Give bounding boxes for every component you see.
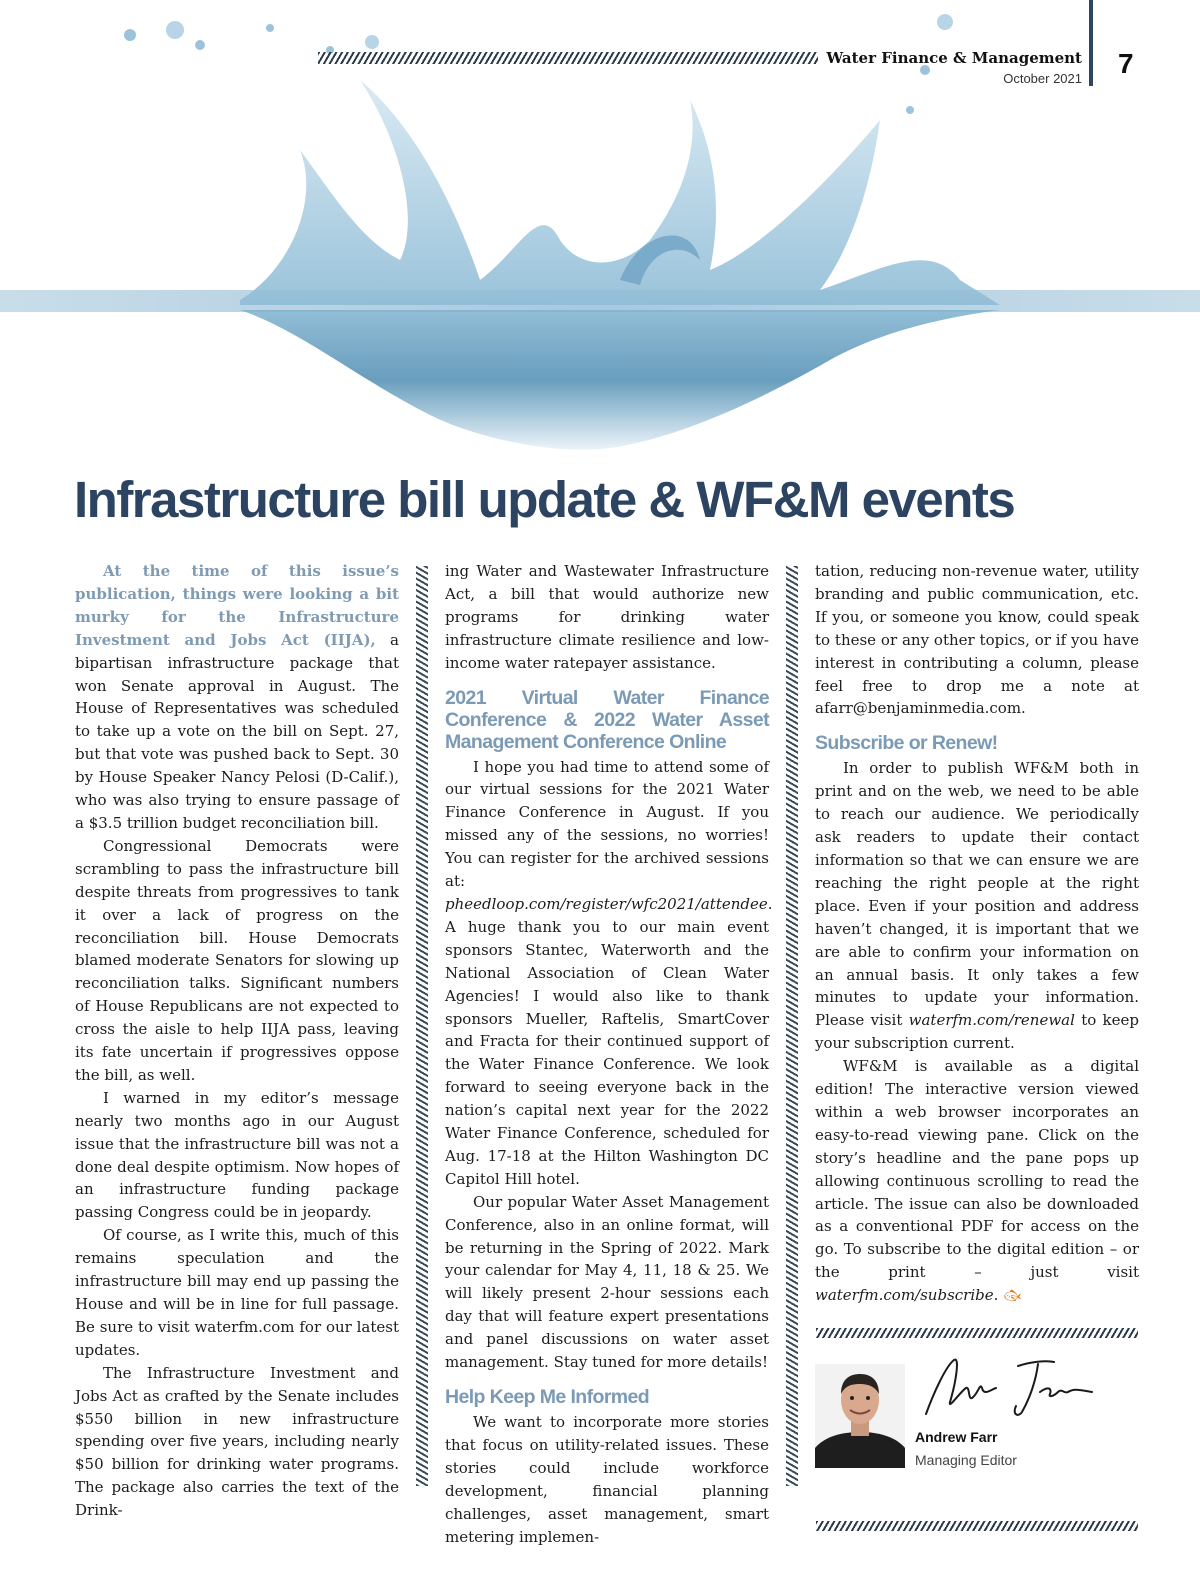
- paragraph: Of course, as I write this, much of this remains speculation and the infrastructure bill may end up passing the House and will be in line for full passage. Be sure to visit waterfm.com for our latest updates.: [75, 1226, 399, 1359]
- paragraph-text: to keep your subscription current.: [815, 1011, 1139, 1053]
- paragraph: We want to incorporate more stories that focus on utility-related issues. These stories could include workforce development, financial planning challenges, asset management, smart metering implemen-: [445, 1413, 769, 1546]
- page-number: 7: [1118, 48, 1134, 79]
- paragraph: [445, 756, 773, 1191]
- editor-title: Managing Editor: [915, 1452, 1017, 1468]
- paragraph: [815, 1055, 1139, 1308]
- signature-bottom-rule: [816, 1521, 1138, 1531]
- archive-link[interactable]: pheedloop.com/register/wfc2021/attendee: [445, 894, 768, 913]
- subscribe-link[interactable]: waterfm.com/subscribe: [815, 1286, 994, 1305]
- paragraph-text: a bipartisan infrastructure package that won Senate approval in August. The House of Representatives was scheduled to take up a vote on the bill on Sept. 27, but that vote was pushed back to Sept. 30 by House Speaker Nancy Pelosi (D-Calif.), who was also trying to ensure passage of a $3.5 trillion budget reconciliation bill.: [75, 630, 399, 832]
- paragraph-text: WF&M is available as a digital edition! The interactive version viewed within a web browser incorporates an easy-to-read viewing pane. Click on the story’s headline and the pane pops up allowing continuous scrolling to read the article. The issue can also be downloaded as a conventional PDF for access on the go. To subscribe to the digital edition – or the print – just visit: [815, 1057, 1139, 1282]
- editor-photo: [815, 1364, 905, 1468]
- lead-in: At the time of this issue’s publication, things were looking a bit murky for the Infrastructure Investment and Jobs Act (IIJA),: [75, 562, 399, 649]
- article-column-2: [445, 560, 773, 1548]
- paragraph-text: . A huge thank you to our main event sponsors Stantec, Waterworth and the National Association of Clean Water Agencies! I would also like to thank sponsors Mueller, Raftelis, SmartCover and Fracta for their continued support of the Water Finance Conference. We look forward to seeing everyone back in the nation’s capital next year for the 2022 Water Finance Conference, scheduled for Aug. 17-18 at the Hilton Washington DC Capitol Hill hotel.: [445, 894, 773, 1188]
- editor-name: Andrew Farr: [915, 1429, 998, 1445]
- column-separator: [786, 566, 798, 1486]
- paragraph-text: I hope you had time to attend some of our virtual sessions for the 2021 Water Finance Conference in August. If you missed any of the sessions, no worries! You can register for the archived sessions at:: [445, 757, 769, 891]
- publication-title: Water Finance & Management: [826, 49, 1082, 67]
- paragraph: Our popular Water Asset Management Conference, also in an online format, will be returning in the Spring of 2022. Mark your calendar for May 4, 11, 18 & 25. We will likely present 2-hour sessions each day that will feature expert presentations and panel discussions on water asset management. Stay tuned for more details!: [445, 1192, 769, 1372]
- article-column-3: [815, 560, 1139, 1308]
- paragraph: [815, 757, 1139, 1055]
- paragraph-text: .: [993, 1286, 999, 1305]
- issue-date: October 2021: [1003, 71, 1082, 86]
- paragraph: The Infrastructure Investment and Jobs Act as crafted by the Senate includes $550 billion in new infrastructure spending over five years, including nearly $50 billion for drinking water programs. The package also carries the text of the Drink-: [75, 1363, 399, 1520]
- masthead-hatch-rule: [318, 52, 818, 64]
- paragraph-text: In order to publish WF&M both in print and on the web, we need to be able to reach our audience. We periodically ask readers to update their contact information so that we can ensure we are reaching the right people at the right place. Even if your position and address haven’t changed, it is important that we are able to confirm your information on an annual basis. It only takes a few minutes to update your information. Please visit: [815, 759, 1139, 1030]
- renewal-link[interactable]: waterfm.com/renewal: [908, 1011, 1075, 1030]
- section-heading-help: Help Keep Me Informed: [445, 1386, 650, 1408]
- paragraph: [75, 560, 399, 835]
- paragraph: tation, reducing non-revenue water, utility branding and public communication, etc. If you, or someone you know, could speak to these or any other topics, or if you have interest in contributing a column, please feel free to drop me a note at afarr@benjaminmedia.com.: [815, 562, 1139, 718]
- article-column-1: [75, 560, 399, 1522]
- paragraph: I warned in my editor’s message nearly two months ago in our August issue that the infrastructure bill was not a done deal despite optimism. Now hopes of an infrastructure funding package passing Congress could be in jeopardy.: [75, 1088, 399, 1222]
- paragraph: ing Water and Wastewater Infrastructure Act, a bill that would authorize new programs for drinking water infrastructure climate resilience and low-income water ratepayer assistance.: [445, 562, 769, 672]
- section-heading-conferences: 2021 Virtual Water Finance Conference & 2022 Water Asset Management Conference Online: [445, 686, 769, 753]
- handwritten-signature: [920, 1352, 1100, 1424]
- paragraph: Congressional Democrats were scrambling to pass the infrastructure bill despite threats from progressives to tank it over a lack of progress on the reconciliation bill. House Democrats blamed moderate Senators for slowing up reconciliation talks. Significant numbers of House Republicans are not expected to cross the aisle to help IIJA pass, leaving its fate uncertain if progressives oppose the bill, as well.: [75, 836, 399, 1084]
- goldfish-icon: 🐟︎: [1003, 1288, 1021, 1305]
- masthead-vertical-rule: [1089, 0, 1093, 86]
- signature-top-rule: [816, 1328, 1138, 1338]
- article-headline: Infrastructure bill update & WF&M events: [74, 471, 1015, 528]
- section-heading-subscribe: Subscribe or Renew!: [815, 732, 998, 755]
- column-separator: [416, 566, 428, 1486]
